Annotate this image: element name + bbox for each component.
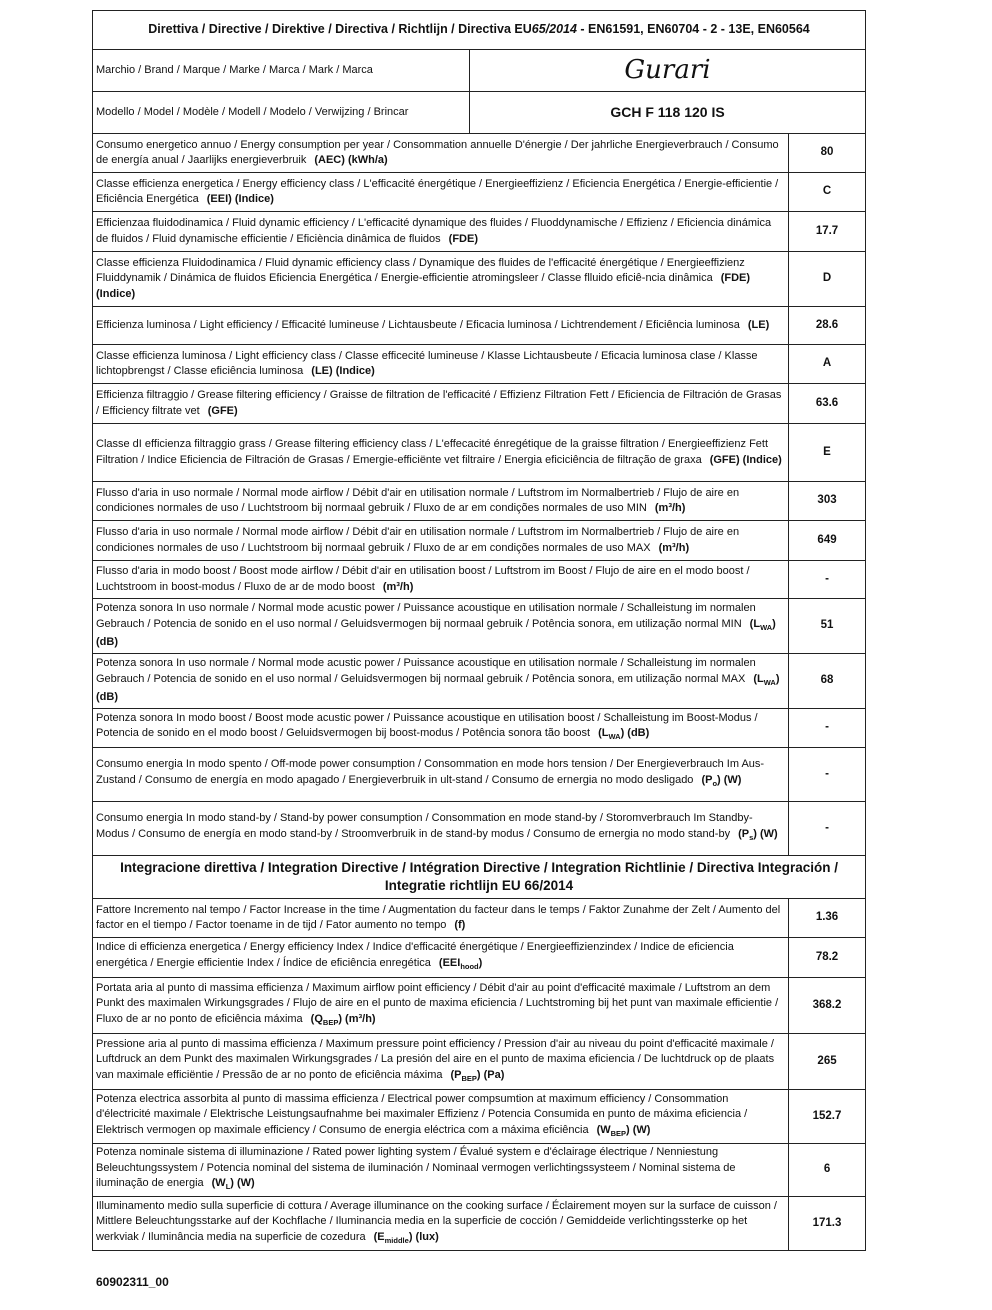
spec-value: 171.3 bbox=[789, 1197, 866, 1251]
spec-code-part: (LE) bbox=[747, 318, 770, 331]
spec-value: 63.6 bbox=[789, 384, 866, 424]
spec-label: Flusso d'aria in uso normale / Normal mode airflow / Débit d'air en utilisation normale / Luftstrom im Normalbertrieb / Flujo de aire en condiciones normales de uso / Luchtstroom bij normaal gebruik / Fluxo de ar em condições normales de uso MIN bbox=[96, 486, 740, 514]
spec-code-part: (AEC) (kWh/a) bbox=[314, 154, 388, 166]
brand-logo: Gurari bbox=[470, 50, 866, 92]
spec-value: 303 bbox=[789, 482, 866, 521]
spec-row bbox=[93, 424, 866, 482]
spec-label: Classe efficienza energetica / Energy efficiency class / L'efficacité énergétique / Energieeffizienz / Eficiencia Energética / Energie-efficientie / Eficiência Energética bbox=[96, 177, 779, 205]
spec-label: Potenza nominale sistema di illuminazione / Rated power lighting system / Évalué system e d'éclairage électrique / Nenniestung Beleuchtungssystem / Potencia nominal del sistema de iluminación / Nominaal vermogen verlichtingssysteem / Nominal sistema de iluminação de energia bbox=[96, 1146, 736, 1190]
spec-code-part: ) (W) bbox=[753, 827, 778, 840]
directive-title-text: Direttiva / Directive / Direktive / Directiva / Richtlijn / Directiva EU bbox=[148, 22, 532, 37]
spec-label-cell bbox=[93, 654, 789, 709]
energy-label-table bbox=[92, 10, 866, 1251]
spec-label-cell bbox=[93, 521, 789, 561]
spec-code-part: (W bbox=[596, 1123, 611, 1136]
spec-label: Efficienza luminosa / Light efficiency / Efficacité lumineuse / Lichtausbeute / Eficacia luminosa / Lichtrendement / Eficiência luminosa bbox=[96, 318, 740, 331]
spec-row bbox=[93, 212, 866, 252]
spec-code-part: (m³/h) bbox=[382, 580, 414, 593]
spec-label: Indice di efficienza energetica / Energy efficiency Index / Indice d'efficacité énergétique / Energieeffizienzindex / Indice de eficiencia energética / Energie efficientie Index / Índice de eficiência enregética bbox=[96, 941, 734, 969]
spec-row bbox=[93, 521, 866, 561]
spec-code bbox=[597, 1124, 651, 1136]
model-value: GCH F 118 120 IS bbox=[470, 92, 866, 134]
spec-label: Potenza sonora In modo boost / Boost mode acustic power / Puissance acoustique en utilisation boost / Schalleistung im Boost-Modus / Potencia de sonido en el modo boost / Geluidsvermogen bij boost-modus / Potência sonora tão boost bbox=[96, 711, 758, 740]
spec-value: 51 bbox=[789, 599, 866, 654]
spec-code-part: ) bbox=[478, 956, 483, 969]
spec-label-cell bbox=[93, 899, 789, 938]
spec-value: C bbox=[789, 173, 866, 212]
spec-code-part: (GFE) (Indice) bbox=[709, 453, 782, 466]
spec-label: Potenza sonora In uso normale / Normal mode acustic power / Puissance acoustique en utilisation normale / Schalleistung im normalen Gebrauch / Potencia de sonido en el uso normal / Geluidsvermogen bij normaal gebruik / Potência sonora, em utilização normal MAX bbox=[96, 657, 756, 685]
model-label: Modello / Model / Modèle / Modell / Modelo / Verwijzing / Brincar bbox=[93, 92, 470, 134]
spec-code-part: (FDE) (Indice) bbox=[96, 272, 751, 300]
spec-code bbox=[449, 233, 478, 245]
spec-value: 1.36 bbox=[789, 899, 866, 938]
spec-value: 68 bbox=[789, 654, 866, 709]
spec-row bbox=[93, 748, 866, 802]
spec-code bbox=[748, 319, 769, 331]
spec-label-cell bbox=[93, 307, 789, 345]
spec-row bbox=[93, 978, 866, 1034]
spec-row bbox=[93, 709, 866, 748]
spec-code-part: ) (dB) bbox=[96, 617, 776, 649]
spec-label: Pressione aria al punto di massima efficienza / Maximum pressure point efficiency / Pression d'air au niveau du point d'efficacité maximale / Luftdruck an dem Punkt des maximalen Wirkungsgrades / La presión del aire en el punto de maxima eficiencia / De luchtdruck op de plaats van maximale efficiëntie / Pressão de ar no ponto de eficiência máxima bbox=[96, 1037, 775, 1081]
spec-label: Illuminamento medio sulla superficie di cottura / Average illuminance on the cooking surface / Éclairement moyen sur la surface de cuisson / Mittlere Beleuchtungsstarke auf der Kochflache / Iluminancia media en la superficie de cocción / Gemiddeide verlichtingssterke op het werkviak / Iluminância media na superficie de cozedura bbox=[96, 1199, 777, 1243]
spec-code bbox=[710, 454, 782, 466]
model-row bbox=[93, 92, 866, 134]
spec-code bbox=[311, 1013, 376, 1025]
spec-label-cell bbox=[93, 134, 789, 173]
spec-label: Consumo energetico annuo / Energy consumption per year / Consommation annuelle D'énergie / Der jahrliche Energieverbrauch / Consumo de energía anual / Jaarlijks energieverbruik bbox=[96, 138, 779, 166]
spec-label: Flusso d'aria in uso normale / Normal mode airflow / Débit d'air en utilisation normale / Luftstrom im Normalbertrieb / Flujo de aire en condiciones normales de uso / Luchtstroom bij normaal gebruik / Fluxo de ar em condições normales de uso MAX bbox=[96, 526, 740, 554]
spec-label-cell bbox=[93, 978, 789, 1034]
spec-label-cell bbox=[93, 599, 789, 654]
spec-label: Flusso d'aria in modo boost / Boost mode airflow / Débit d'air en utilisation boost / Luftstrom im Boost / Flujo de aire en el modo boost / Luchtstroom in boost-modus / Fluxo de ar de modo boost bbox=[96, 565, 750, 593]
spec-row bbox=[93, 252, 866, 307]
spec-label: Classe dI efficienza filtraggio grass / Grease filtering efficiency class / L'effecacité énregétique de la graisse filtration / Energieeffizienz Fett Filtration / Indice Eficiencia de Filtración de Grasas / Emergie-efficiënte vet filtraire / Energia eficiciência de filtração de graxa bbox=[96, 438, 769, 466]
spec-label: Consumo energia In modo stand-by / Stand-by power consumption / Consommation en mode stand-by / Storomverbrauch Im Standby-Modus / Consumo de energía en modo stand-by / Stroomverbruik in de stand-by modus / Consumo de ernergia no modo stand-by bbox=[96, 812, 753, 840]
spec-label: Consumo energia In modo spento / Off-mode power consumption / Consommation en mode hors tension / Der Energieverbrauch Im Aus-Zustand / Consumo de energía en modo apagado / Energieverbruik in ult-stand / Consumo de ernergia no modo desligado bbox=[96, 758, 765, 786]
spec-row bbox=[93, 482, 866, 521]
spec-code-part: hood bbox=[460, 962, 479, 972]
spec-value: E bbox=[789, 424, 866, 482]
spec-code-part: WA bbox=[760, 622, 773, 632]
spec-label-cell bbox=[93, 561, 789, 599]
spec-value: D bbox=[789, 252, 866, 307]
spec-code-part: ) (W) bbox=[230, 1177, 255, 1190]
spec-code-part: (EEI bbox=[438, 956, 461, 969]
spec-row bbox=[93, 1090, 866, 1144]
spec-label: Efficienza filtraggio / Grease filtering efficiency / Graisse de filtration de l'efficacité / Effizienz Filtration Fett / Eficiencia de Filtración de Grasas / Efficiency filtrate vet bbox=[96, 389, 782, 417]
spec-code bbox=[211, 1177, 255, 1192]
directive-standards: - EN61591, EN60704 - 2 - 13E, EN60564 bbox=[576, 22, 810, 37]
spec-code-part: (L bbox=[749, 617, 761, 630]
spec-code-part: (W bbox=[211, 1177, 226, 1190]
spec-label-cell bbox=[93, 424, 789, 482]
spec-value: - bbox=[789, 748, 866, 802]
spec-row bbox=[93, 561, 866, 599]
spec-row bbox=[93, 899, 866, 938]
spec-code-part: (f) bbox=[454, 919, 466, 931]
spec-code-part: (L bbox=[753, 672, 764, 685]
spec-row bbox=[93, 599, 866, 654]
brand-label: Marchio / Brand / Marque / Marke / Marca / Mark / Marca bbox=[93, 50, 470, 92]
spec-value: - bbox=[789, 709, 866, 748]
spec-row bbox=[93, 134, 866, 173]
spec-value: 368.2 bbox=[789, 978, 866, 1034]
spec-row bbox=[93, 345, 866, 384]
spec-code-part: o bbox=[712, 779, 718, 789]
integration-header-row bbox=[93, 856, 866, 899]
spec-code-part: (GFE) bbox=[207, 404, 238, 417]
spec-row bbox=[93, 802, 866, 856]
spec-value: 78.2 bbox=[789, 938, 866, 978]
spec-label-cell bbox=[93, 748, 789, 802]
spec-code bbox=[655, 502, 686, 514]
spec-code-part: ) (Pa) bbox=[476, 1068, 505, 1081]
spec-row bbox=[93, 1144, 866, 1197]
spec-code bbox=[374, 1231, 439, 1243]
spec-code-part: (P bbox=[450, 1068, 462, 1081]
spec-code-part: ) (dB) bbox=[620, 727, 650, 740]
spec-label: Fattore Incremento nal tempo / Factor Increase in the time / Augmentation du facteur dans le temps / Faktor Zunahme der Zelt / Aumento del factor en el tiempo / Factor toename in de tijd / Fator aumento no tempo bbox=[96, 903, 781, 931]
spec-label-cell bbox=[93, 252, 789, 307]
brand-row bbox=[93, 50, 866, 92]
spec-label-cell bbox=[93, 1197, 789, 1251]
spec-row bbox=[93, 938, 866, 978]
spec-label: Classe efficienza luminosa / Light efficiency class / Classe efficecité lumineuse / Klasse Lichtausbeute / Eficacia luminosa clase / Klasse lichtopbrengst / Classe eficiência luminosa bbox=[96, 349, 758, 377]
spec-value: 28.6 bbox=[789, 307, 866, 345]
directive-title bbox=[93, 11, 866, 50]
spec-code-part: (Q bbox=[310, 1012, 323, 1025]
spec-code bbox=[383, 581, 414, 593]
spec-label: Portata aria al punto di massima efficienza / Maximum airflow point efficiency / Débit d'air au point d'efficacité maximale / Luftstrom an dem Punkt des maximalen Wirkungsgrades / Flujo de aire en el punto de maxima eficiencia / Luchtstroming bij het punt van maximale efficientie / Fluxo de ar no ponto de eficiência máxima bbox=[96, 981, 779, 1025]
spec-label-cell bbox=[93, 482, 789, 521]
spec-code-part: BEP bbox=[610, 1128, 627, 1138]
spec-code bbox=[438, 956, 483, 972]
spec-code-part: (FDE) bbox=[448, 232, 478, 245]
spec-code-part: BEP bbox=[322, 1017, 339, 1027]
spec-value: 17.7 bbox=[789, 212, 866, 252]
spec-code bbox=[738, 827, 778, 843]
integration-title: Integracione direttiva / Integration Directive / Intégration Directive / Integration Richtlinie / Directiva Integración / Integratie richtlijn EU 66/2014 bbox=[93, 856, 866, 899]
spec-label: Classe efficienza Fluidodinamica / Fluid dynamic efficiency class / Dynamique des fluides de l'efficacité énergétique / Energieeffizienz Fluiddynamik / Dinámica de fluidos Eficiencia Energética / Energie-efficientie atromingsleer / Classe flluido eficiê-ncia dinâmica bbox=[96, 256, 745, 285]
spec-code bbox=[450, 1069, 504, 1081]
spec-row bbox=[93, 384, 866, 424]
spec-code-part: WA bbox=[608, 732, 621, 742]
spec-label-cell bbox=[93, 1034, 789, 1090]
directive-header-row bbox=[93, 11, 866, 50]
spec-code bbox=[659, 542, 690, 554]
spec-code bbox=[598, 727, 650, 742]
spec-code bbox=[454, 919, 465, 931]
spec-value: 265 bbox=[789, 1034, 866, 1090]
spec-code-part: middle bbox=[384, 1235, 409, 1245]
spec-code bbox=[207, 193, 274, 205]
spec-code-part: ) (W) bbox=[626, 1123, 651, 1136]
spec-code-part: ) (W) bbox=[717, 773, 742, 786]
spec-label-cell bbox=[93, 384, 789, 424]
spec-code-part: L bbox=[225, 1182, 231, 1192]
spec-label: Potenza electrica assorbita al punto di massima efficienza / Electrical power compsumtion at maximum efficiency / Consommation d'électricité maximale / Elektrische Leistungsaufnahme bei maximaler Effizienz / Potencia Consumida en punto de máxima eficiencia / Elektrisch vermogen op maximale efficiency / Consumo de energia eléctrica com a máxima eficiência bbox=[96, 1092, 748, 1136]
spec-code bbox=[311, 365, 375, 377]
spec-label-cell bbox=[93, 938, 789, 978]
spec-code-part: (m³/h) bbox=[658, 541, 690, 554]
spec-code-part: s bbox=[749, 833, 754, 843]
spec-code-part: ) (m³/h) bbox=[338, 1012, 376, 1025]
spec-value: - bbox=[789, 561, 866, 599]
spec-value: 80 bbox=[789, 134, 866, 173]
spec-code-part: (E bbox=[373, 1230, 385, 1243]
spec-code-part: ) (lux) bbox=[408, 1230, 439, 1243]
spec-label-cell bbox=[93, 345, 789, 384]
spec-row bbox=[93, 1034, 866, 1090]
spec-row bbox=[93, 307, 866, 345]
spec-code-part: (m³/h) bbox=[654, 502, 686, 514]
spec-label-cell bbox=[93, 212, 789, 252]
spec-code-part: BEP bbox=[461, 1073, 477, 1083]
spec-value: A bbox=[789, 345, 866, 384]
spec-code bbox=[208, 405, 238, 417]
spec-code-part: (LE) (Indice) bbox=[311, 365, 375, 377]
directive-number: 65/2014 bbox=[531, 22, 577, 37]
spec-code-part: WA bbox=[763, 677, 776, 687]
spec-value: 152.7 bbox=[789, 1090, 866, 1144]
spec-label-cell bbox=[93, 709, 789, 748]
spec-row bbox=[93, 173, 866, 212]
spec-label: Efficienzaa fluidodinamica / Fluid dynamic efficiency / L'efficacité dynamique des fluides / Fluoddynamische / Effizienz / Eficiencia dinámica de fluidos / Fluid dynamische efficientie / Eficiència dinâmica de fluidos bbox=[96, 217, 772, 245]
spec-value: - bbox=[789, 802, 866, 856]
spec-code-part: (P bbox=[701, 773, 713, 786]
spec-code-part: (EEI) (Indice) bbox=[206, 193, 274, 205]
spec-code-part: (L bbox=[598, 727, 609, 740]
spec-value: 649 bbox=[789, 521, 866, 561]
spec-code-part: ) (dB) bbox=[96, 672, 780, 704]
document-code: 60902311_00 bbox=[96, 1275, 169, 1289]
spec-value: 6 bbox=[789, 1144, 866, 1197]
spec-label-cell bbox=[93, 173, 789, 212]
spec-label-cell bbox=[93, 1090, 789, 1144]
spec-label-cell bbox=[93, 1144, 789, 1197]
spec-label: Potenza sonora In uso normale / Normal mode acustic power / Puissance acoustique en utilisation normale / Schalleistung im normalen Gebrauch / Potencia de sonido en el uso normal / Geluidsvermogen bij normaal gebruik / Potência sonora, em utilização normal MIN bbox=[96, 602, 756, 630]
spec-code bbox=[701, 773, 742, 789]
spec-label-cell bbox=[93, 802, 789, 856]
spec-code bbox=[314, 154, 387, 166]
spec-code-part: (P bbox=[738, 827, 750, 840]
spec-row bbox=[93, 1197, 866, 1251]
spec-row bbox=[93, 654, 866, 709]
